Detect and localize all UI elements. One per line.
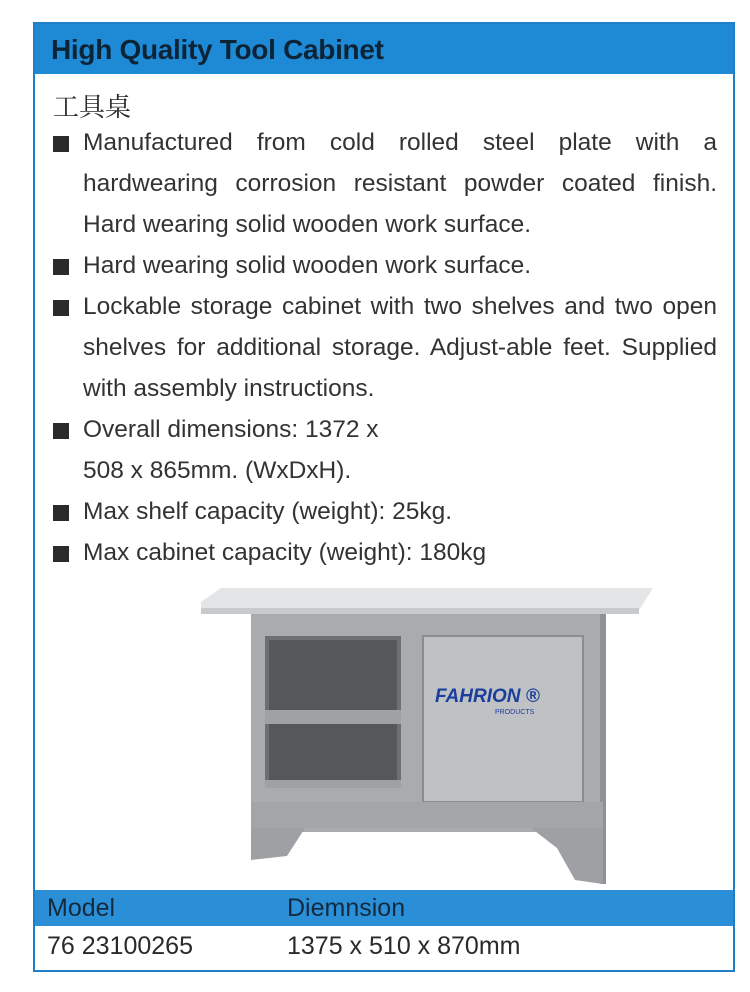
tool-cabinet-image: [195, 584, 655, 894]
feature-text: Max shelf capacity (weight): 25kg.: [83, 498, 453, 525]
square-bullet-icon: [53, 505, 69, 521]
shelf-board: [265, 710, 401, 724]
brand-subtext: PRODUCTS: [495, 709, 535, 716]
feature-item: [53, 409, 717, 491]
square-bullet-icon: [53, 546, 69, 562]
feature-item: [53, 286, 717, 409]
cabinet-door: [423, 636, 583, 802]
left-leg: [251, 828, 305, 860]
square-bullet-icon: [53, 136, 69, 152]
column-header-dimension: Diemnsion: [287, 894, 406, 922]
page-title: High Quality Tool Cabinet: [51, 34, 384, 65]
header-bar: [35, 24, 733, 74]
worktop-edge: [201, 608, 639, 614]
spec-table: [35, 890, 733, 970]
column-header-model: Model: [47, 894, 116, 922]
feature-item: [53, 532, 717, 573]
product-card: [33, 22, 735, 972]
subtitle-chinese: 工具桌: [53, 93, 132, 123]
feature-item: [53, 491, 717, 532]
brand-logo: FAHRION ®: [435, 686, 540, 707]
feature-text: Overall dimensions: 1372 x 508 x 865mm. (WxDxH).: [83, 416, 379, 484]
square-bullet-icon: [53, 259, 69, 275]
feature-text: Lockable storage cabinet with two shelves and two open shelves for additional storage. Adjust-able feet. Supplied with assembly instructions.: [83, 293, 717, 402]
spec-table-header: [35, 890, 733, 926]
table-row: [35, 926, 733, 966]
dimension-value: 1375 x 510 x 870mm: [287, 932, 521, 960]
feature-text: Max cabinet capacity (weight): 180kg: [83, 539, 487, 566]
lower-open-shelf: [269, 724, 397, 780]
square-bullet-icon: [53, 300, 69, 316]
right-leg: [531, 828, 603, 884]
upper-open-shelf: [269, 640, 397, 710]
model-number: 76 23100265: [47, 932, 193, 960]
shelf-bottom: [265, 780, 401, 788]
feature-text: Hard wearing solid wooden work surface.: [83, 252, 532, 279]
worktop: [201, 588, 653, 610]
feature-list: [53, 122, 717, 573]
feature-item: [53, 245, 717, 286]
square-bullet-icon: [53, 423, 69, 439]
feature-text: Manufactured from cold rolled steel plate with a hardwearing corrosion resistant powder coated finish. Hard wearing solid wooden work surface.: [83, 129, 717, 238]
feature-item: [53, 122, 717, 245]
cabinet-base: [251, 802, 603, 828]
